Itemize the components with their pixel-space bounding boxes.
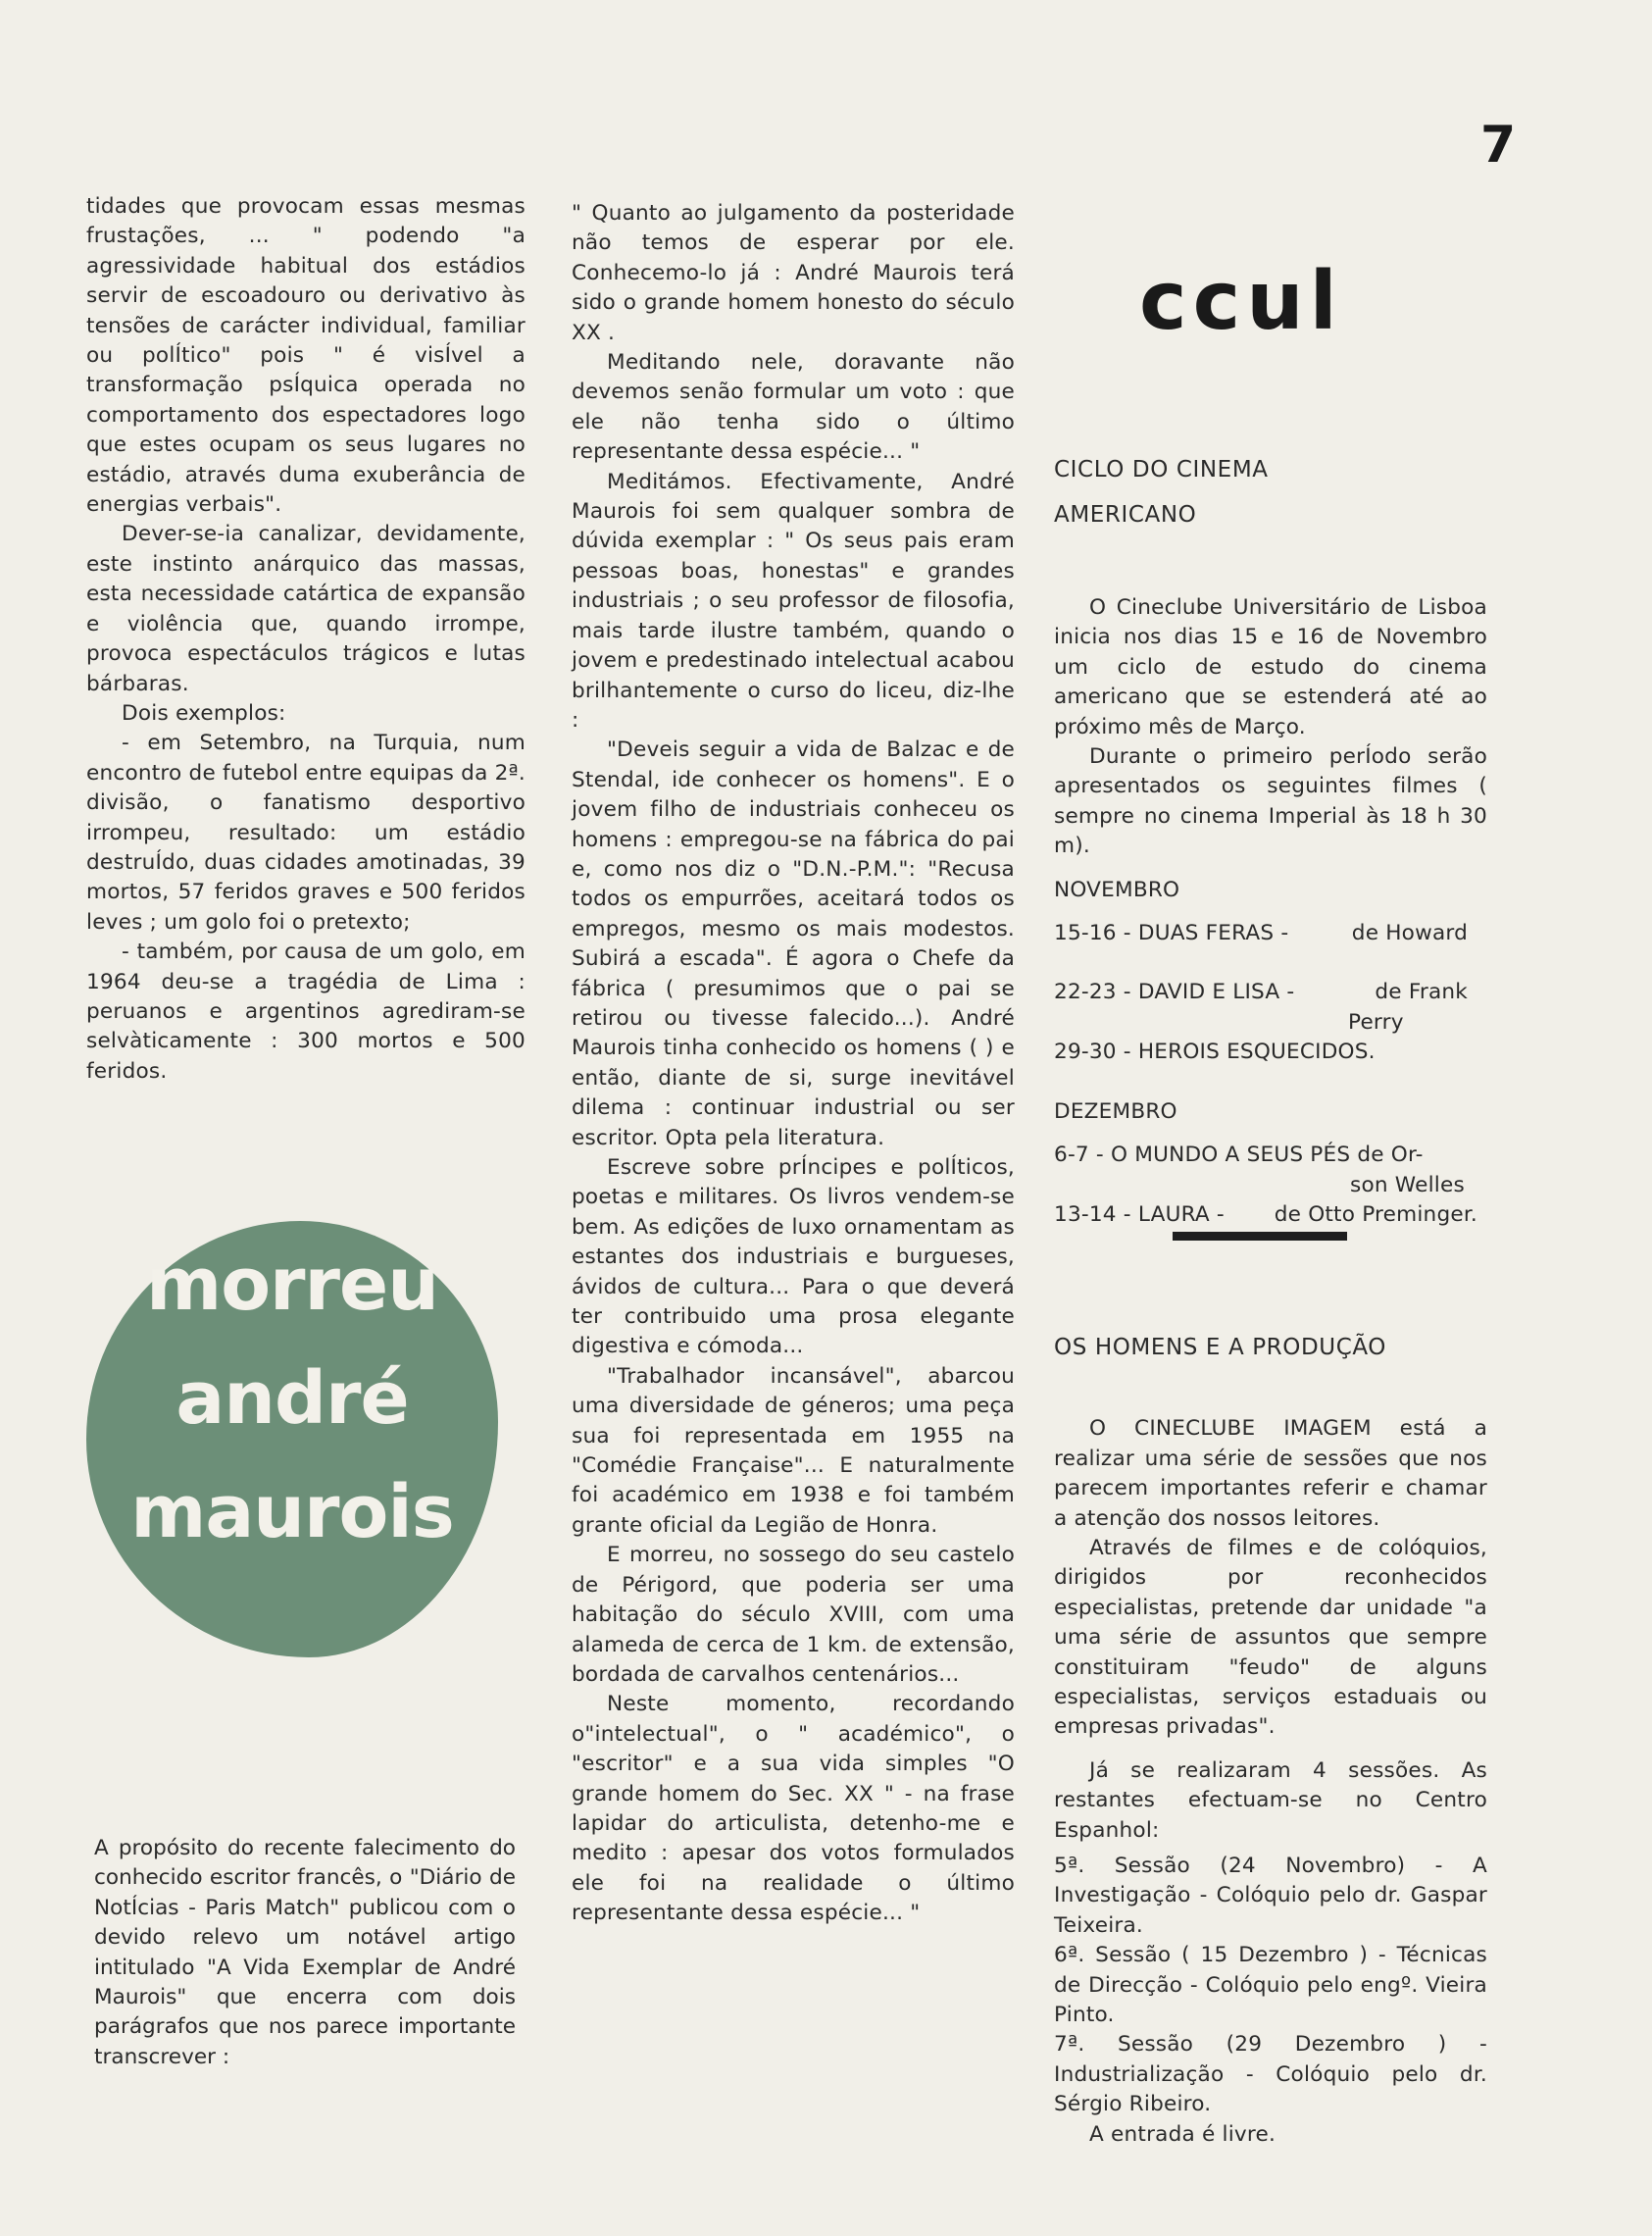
section-paragraph: 5ª. Sessão (24 Novembro) - A Investigação - Colóquio pelo dr. Gaspar Teixeira. bbox=[1054, 1854, 1487, 1938]
section-paragraph: 7ª. Sessão (29 Dezembro ) - Industrialização - Colóquio pelo dr. Sérgio Ribeiro. bbox=[1054, 2032, 1487, 2117]
schedule-director: de Frank bbox=[1375, 980, 1468, 1005]
schedule-item: 6-7 - O MUNDO A SEUS PÉS de Or- bbox=[1054, 1143, 1424, 1168]
schedule-item: 29-30 - HEROIS ESQUECIDOS. bbox=[1054, 1040, 1376, 1065]
section-paragraph: O CINECLUBE IMAGEM está a realizar uma série de sessões que nos parecem importantes referir e chamar a atenção dos nossos leitores. bbox=[1054, 1416, 1487, 1531]
section-paragraph: Já se realizaram 4 sessões. As restantes efectuam-se no Centro Espanhol: bbox=[1054, 1757, 1487, 1843]
middle-paragraph: " Quanto ao julgamento da posteridade não temos de esperar por ele. Conhecemo-lo já : André Maurois terá sido o grande homem honesto do século XX . bbox=[572, 201, 1015, 345]
section-title: AMERICANO bbox=[1054, 502, 1197, 528]
article-intro bbox=[94, 1834, 516, 2072]
right-column bbox=[1054, 454, 1487, 2150]
middle-paragraph: E morreu, no sossego do seu castelo de Périgord, que poderia ser uma habitação do século XVIII, com uma alameda de cerca de 1 km. de extensão, bordada de carvalhos centenários... bbox=[572, 1543, 1015, 1687]
section-title: OS HOMENS E A PRODUÇÃO bbox=[1054, 1335, 1386, 1361]
section-paragraph: Durante o primeiro perÍodo serão apresentados os seguintes filmes ( sempre no cinema Imperial às 18 h 30 m). bbox=[1054, 744, 1487, 859]
middle-paragraph: Meditámos. Efectivamente, André Maurois foi sem qualquer sombra de dúvida exemplar : " Os seus pais eram pessoas boas, honestas" e grandes industriais ; o seu professor de filosofia, mais tarde ilustre também, quando o jovem e predestinado intelectual acabou brilhantemente o curso do liceu, diz-lhe : bbox=[572, 469, 1015, 733]
schedule bbox=[1054, 876, 1487, 1231]
middle-paragraph: Escreve sobre prÍncipes e polÍticos, poetas e militares. Os livros vendem-se bem. As edições de luxo ornamentam as estantes dos industriais e burgueses, ávidos de cultura... Para o que deverá ter contribuido uma prosa elegante digestiva e cómoda... bbox=[572, 1155, 1015, 1359]
schedule-title: 22-23 - DAVID E LISA - bbox=[1054, 980, 1295, 1005]
schedule-item bbox=[1054, 1200, 1487, 1230]
left-paragraph: tidades que provocam essas mesmas frustações, ... " podendo "a agressividade habitual dos estádios servir de escoadouro ou derivativo às tensões de carácter individual, familiar ou polÍtico" pois " é visÍvel a transformação psÍquica operada no comportamento dos espectadores logo que estes ocupam os seus lugares no estádio, através duma exuberância de energias verbais". bbox=[86, 194, 526, 518]
section-paragraph: A entrada é livre. bbox=[1089, 2121, 1277, 2147]
left-paragraph: - também, por causa de um golo, em 1964 deu-se a tragédia de Lima : peruanos e argentinos agrediram-se selvàticamente : 300 mortos e 500 feridos. bbox=[86, 940, 526, 1084]
schedule-director: Perry bbox=[1348, 1009, 1404, 1035]
schedule-director: son Welles bbox=[1350, 1172, 1465, 1197]
section-paragraph: Através de filmes e de colóquios, dirigidos por reconhecidos especialistas, pretende dar unidade "a uma série de assuntos que sempre constituiram "feudo" de alguns especialistas, serviços estaduais ou empresas privadas". bbox=[1054, 1535, 1487, 1740]
middle-column bbox=[572, 199, 1015, 1929]
left-paragraph: - em Setembro, na Turquia, num encontro de futebol entre equipas da 2ª. divisão, o fanatismo desportivo irrompeu, resultado: um estádio destruÍdo, duas cidades amotinadas, 39 mortos, 57 feridos graves e 500 feridos leves ; um golo foi o pretexto; bbox=[86, 731, 526, 935]
schedule-month: DEZEMBRO bbox=[1054, 1098, 1177, 1124]
feature-title-line: andré bbox=[175, 1356, 409, 1441]
feature-title bbox=[86, 1228, 498, 1569]
schedule-director: de Howard bbox=[1351, 921, 1468, 946]
schedule-item bbox=[1054, 919, 1487, 948]
middle-paragraph: Meditando nele, doravante não devemos senão formular um voto : que ele não tenha sido o último representante dessa espécie... " bbox=[572, 350, 1015, 465]
left-paragraph: Dois exemplos: bbox=[122, 700, 286, 726]
schedule-director: de Otto Preminger. bbox=[1274, 1201, 1477, 1227]
middle-paragraph: "Deveis seguir a vida de Balzac e de Stendal, ide conhecer os homens". E o jovem filho de industriais conheceu os homens : empregou-se na fábrica do pai e, como nos diz o "D.N.-P.M.": "Recusa todos os empurrões, aceitará todos os empregos, mesmo os mais modestos. Subirá a escada". É agora o Chefe da fábrica ( presumimos que o pai se retirou ou tivesse falecido...). André Maurois tinha conhecido os homens ( ) e então, diante de si, surge inevitável dilema : continuar industrial ou ser escritor. Opta pela literatura. bbox=[572, 737, 1015, 1150]
middle-paragraph: Neste momento, recordando o"intelectual", o " académico", o "escritor" e a sua vida simples "O grande homem do Sec. XX " - na frase lapidar do articulista, detenho-me e medito : apesar dos votos formulados ele foi na realidade o último representante dessa espécie... " bbox=[572, 1692, 1015, 1926]
section-paragraph: 6ª. Sessão ( 15 Dezembro ) - Técnicas de Direcção - Colóquio pelo engº. Vieira Pinto. bbox=[1054, 1943, 1487, 2028]
schedule-item bbox=[1054, 978, 1487, 1007]
feature-title-line: maurois bbox=[130, 1470, 454, 1554]
article-intro-paragraph: A propósito do recente falecimento do conhecido escritor francês, o "Diário de NotÍcias - Paris Match" publicou com o devido relevo um notável artigo intitulado "A Vida Exemplar de André Maurois" que encerra com dois parágrafos que nos parece importante transcrever : bbox=[94, 1836, 516, 2069]
schedule-title: 15-16 - DUAS FERAS - bbox=[1054, 921, 1289, 946]
left-column bbox=[86, 192, 526, 1087]
divider-rule bbox=[1173, 1232, 1347, 1241]
section-paragraph: O Cineclube Universitário de Lisboa inicia nos dias 15 e 16 de Novembro um ciclo de estudo do cinema americano que se estenderá até ao próximo mês de Março. bbox=[1054, 595, 1487, 739]
page-number: 7 bbox=[1480, 116, 1517, 175]
feature-title-line: morreu bbox=[146, 1243, 438, 1327]
left-paragraph: Dever-se-ia canalizar, devidamente, este instinto anárquico das massas, esta necessidade catártica de expansão e violência que, quando irrompe, provoca espectáculos trágicos e lutas bárbaras. bbox=[86, 522, 526, 696]
section-title: CICLO DO CINEMA bbox=[1054, 457, 1269, 483]
masthead-logo: ccul bbox=[1139, 255, 1343, 348]
schedule-month: NOVEMBRO bbox=[1054, 877, 1180, 902]
schedule-title: 13-14 - LAURA - bbox=[1054, 1201, 1225, 1227]
middle-paragraph: "Trabalhador incansável", abarcou uma diversidade de géneros; uma peça sua foi representada em 1955 na "Comédie Française"... E naturalmente foi académico em 1938 e foi também grante oficial da Legião de Honra. bbox=[572, 1363, 1015, 1538]
